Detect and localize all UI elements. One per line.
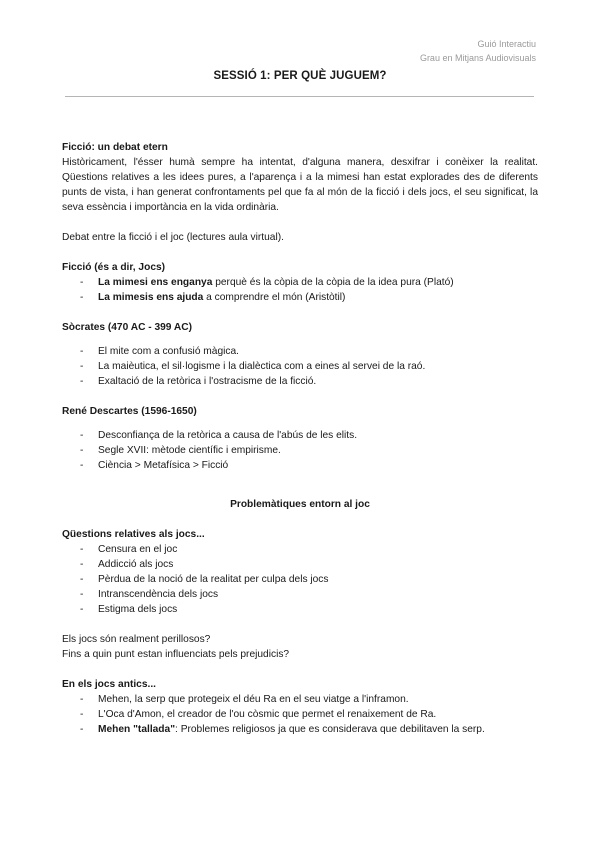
section-heading-antics: En els jocs antics... — [62, 679, 156, 690]
list-item — [62, 692, 538, 707]
ficcio-list — [62, 275, 538, 305]
header-degree: Grau en Mitjans Audiovisuals — [419, 53, 536, 63]
section-heading-problematiques: Problemàtiques entorn al joc — [230, 499, 370, 510]
list-item — [62, 290, 538, 305]
list-item — [62, 707, 538, 722]
header-course-title: Guió Interactiu — [477, 39, 536, 49]
page-header — [420, 37, 536, 65]
list-item: - Exaltació de la retòrica i l'ostracisme de la ficció. — [62, 374, 538, 389]
document-body — [62, 140, 538, 737]
list-item-text: perquè és la còpia de la còpia de la idea pura (Plató) — [212, 277, 454, 288]
question-line: Els jocs són realment perillosos? — [62, 634, 211, 645]
socrates-list — [62, 344, 538, 389]
page-title: SESSIÓ 1: PER QUÈ JUGUEM? — [213, 70, 387, 82]
intro-paragraph: Històricament, l'ésser humà sempre ha intentat, d'alguna manera, desxifrar i conèixer la realitat. Qüestions relatives a les idees pures, a l'aparença i a la mimesi han estat explorades des de diferents punts de vista, i han generat confrontaments pel que fa al món de la ficció i dels jocs, el seu significat, la seva essència i importància en la vida ordinària. — [62, 157, 538, 213]
descartes-list — [62, 428, 538, 473]
list-item: - Estigma dels jocs — [62, 602, 538, 617]
list-item-text: : Problemes religiosos ja que es considerava que debilitaven la serp. — [175, 724, 485, 735]
list-item: - Addicció als jocs — [62, 557, 538, 572]
title-divider — [65, 96, 534, 97]
questions-list — [62, 542, 538, 617]
section-heading-ficcio: Ficció (és a dir, Jocs) — [62, 262, 166, 273]
section-heading-socrates: Sòcrates (470 AC - 399 AC) — [62, 322, 193, 333]
list-item — [62, 275, 538, 290]
list-item: - Intranscendència dels jocs — [62, 587, 538, 602]
section-heading-descartes: René Descartes (1596-1650) — [62, 406, 197, 417]
question-line: Fins a quin punt estan influenciats pels prejudicis? — [62, 649, 290, 660]
debate-note: Debat entre la ficció i el joc (lectures aula virtual). — [62, 232, 284, 243]
list-item-text: a comprendre el món (Aristòtil) — [203, 292, 346, 303]
list-item-text: L'Oca d'Amon, el creador de l'ou còsmic que permet el renaixement de Ra. — [98, 709, 437, 720]
list-item: - Desconfiança de la retòrica a causa de l'abús de les elits. — [62, 428, 538, 443]
list-item: - Ciència > Metafísica > Ficció — [62, 458, 538, 473]
section-heading-questions: Qüestions relatives als jocs... — [62, 529, 205, 540]
list-item: - Censura en el joc — [62, 542, 538, 557]
list-item-bold: La mimesis ens ajuda — [98, 292, 204, 303]
list-item-bold: Mehen "tallada" — [98, 724, 176, 735]
list-item: - Segle XVII: mètode científic i empirisme. — [62, 443, 538, 458]
list-item: - Pèrdua de la noció de la realitat per culpa dels jocs — [62, 572, 538, 587]
list-item-text: Mehen, la serp que protegeix el déu Ra en el seu viatge a l'inframon. — [98, 694, 409, 705]
antics-list — [62, 692, 538, 737]
list-item: - La maièutica, el sil·logisme i la dialèctica com a eines al servei de la raó. — [62, 359, 538, 374]
list-item: - El mite com a confusió màgica. — [62, 344, 538, 359]
list-item — [62, 722, 538, 737]
list-item-bold: La mimesi ens enganya — [98, 277, 213, 288]
section-heading-ficcio-debat: Ficció: un debat etern — [62, 142, 168, 153]
